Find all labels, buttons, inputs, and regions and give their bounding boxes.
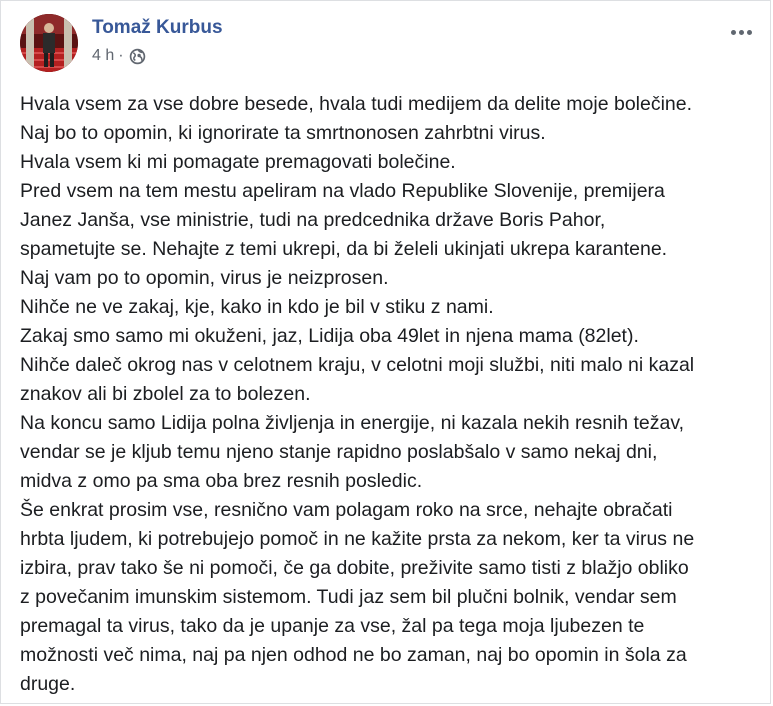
- post-text-line: Nihče daleč okrog nas v celotnem kraju, v celotni moji službi, niti malo ni kazal: [20, 354, 695, 376]
- post-timestamp[interactable]: 4 h: [92, 47, 115, 64]
- post-text-line: Hvala vsem ki mi pomagate premagovati bolečine.: [20, 151, 456, 173]
- post-meta: [92, 47, 146, 65]
- author-name[interactable]: Tomaž Kurbus: [92, 17, 223, 38]
- post-text-line: druge.: [20, 673, 76, 695]
- post-text-line: hrbta ljudem, ki potrebujejo pomoč in ne kažite prsta za nekom, ker ta virus ne: [20, 528, 695, 550]
- post-text-line: Zakaj smo samo mi okuženi, jaz, Lidija oba 49let in njena mama (82let).: [20, 325, 639, 347]
- more-dot: [747, 30, 752, 35]
- avatar-photo: [20, 14, 78, 72]
- post-header: [20, 14, 770, 74]
- post-text-line: možnosti več nima, naj pa njen odhod ne bo zaman, naj bo opomin in šola za: [20, 644, 687, 666]
- avatar[interactable]: [20, 14, 78, 72]
- post-text-line: izbira, prav tako še ni pomoči, če ga dobite, preživite samo tisti z blažjo obliko: [20, 557, 689, 579]
- more-dot: [731, 30, 736, 35]
- post-text-line: Janez Janša, vse ministrie, tudi na predcednika države Boris Pahor,: [20, 209, 606, 231]
- more-options-icon[interactable]: [727, 26, 756, 39]
- globe-icon[interactable]: [129, 48, 146, 65]
- post-text-line: Naj vam po to opomin, virus je neizprosen.: [20, 267, 389, 289]
- post-text-line: vendar se je kljub temu njeno stanje rapidno poslabšalo v samo nekaj dni,: [20, 441, 658, 463]
- post-text-line: Nihče ne ve zakaj, kje, kako in kdo je bil v stiku z nami.: [20, 296, 494, 318]
- post-text-line: Pred vsem na tem mestu apeliram na vlado Republike Slovenije, premijera: [20, 180, 665, 202]
- meta-separator: ·: [118, 47, 124, 64]
- post-text-line: Še enkrat prosim vse, resnično vam polagam roko na srce, nehajte obračati: [20, 499, 673, 521]
- post-text-line: Hvala vsem za vse dobre besede, hvala tudi medijem da delite moje bolečine.: [20, 93, 693, 115]
- post-text-line: spametujte se. Nehajte z temi ukrepi, da bi želeli ukinjati ukrepa karantene.: [20, 238, 668, 260]
- post-text: [20, 90, 760, 699]
- post-text-line: znakov ali bi zbolel za to bolezen.: [20, 383, 311, 405]
- post-text-line: Na koncu samo Lidija polna življenja in energije, ni kazala nekih resnih težav,: [20, 412, 685, 434]
- post-text-line: midva z omo pa sma oba brez resnih posledic.: [20, 470, 423, 492]
- post-text-line: premagal ta virus, tako da je upanje za vse, žal pa tega moja ljubezen te: [20, 615, 645, 637]
- more-dot: [739, 30, 744, 35]
- post-text-line: Naj bo to opomin, ki ignorirate ta smrtnonosen zahrbtni virus.: [20, 122, 546, 144]
- post-text-line: z povečanim imunskim sistemom. Tudi jaz sem bil plučni bolnik, vendar sem: [20, 586, 677, 608]
